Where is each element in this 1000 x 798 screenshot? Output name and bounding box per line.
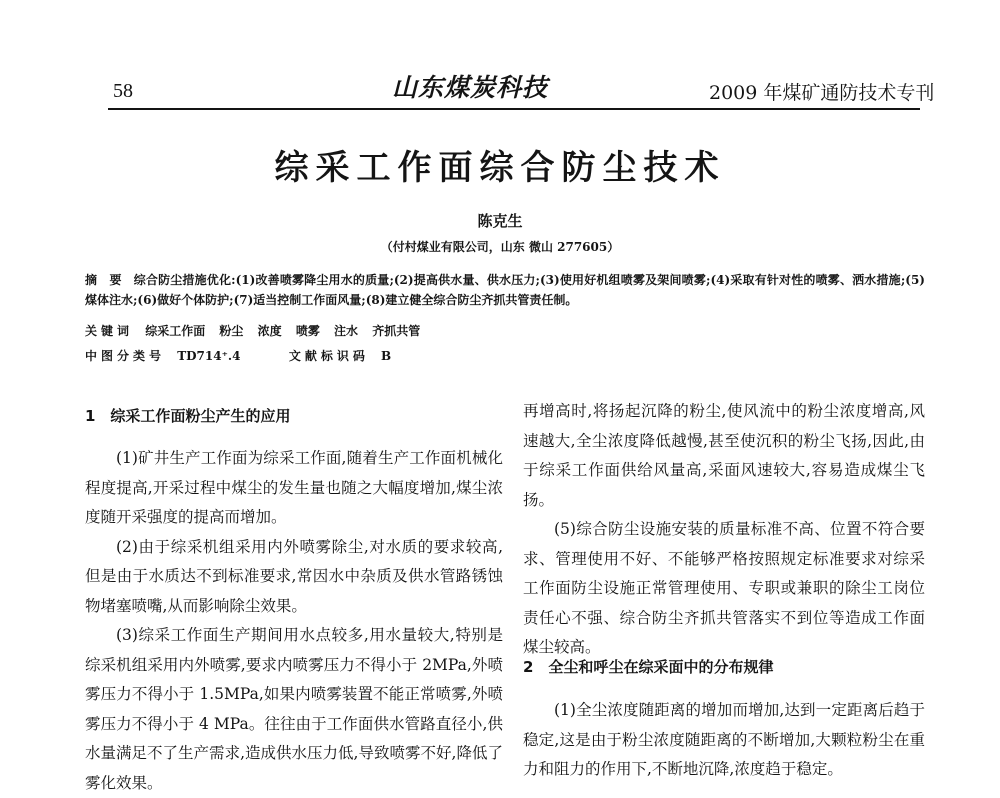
paragraph: (1)矿井生产工作面为综采工作面,随着生产工作面机械化程度提高,开采过程中煤尘的发生量也随之大幅度增加,煤尘浓度随开采强度的提高而增加。 [85,449,503,526]
author-name: 陈克生 [477,212,523,230]
keywords-label: 关键词 [85,324,134,338]
page-number: 58 [113,80,133,102]
section-1-heading: 1 综采工作面粉尘产生的应用 [85,407,291,425]
paragraph: 再增高时,将扬起沉降的粉尘,使风流中的粉尘浓度增高,风速越大,全尘浓度降低越慢,甚至使沉积的粉尘飞扬,因此,由于综采工作面供给风量高,采面风速较大,容易造成煤尘飞扬。 [523,402,925,509]
abstract [85,270,925,310]
abstract-text: 综合防尘措施优化:(1)改善喷雾降尘用水的质量;(2)提高供水量、供水压力;(3)使用好机组喷雾及架间喷雾;(4)采取有针对性的喷雾、洒水措施;(5)煤体注水;(6)做好个体防护;(7)适当控制工作面风量;(8)建立健全综合防尘齐抓共管责任制。 [85,273,925,307]
right-column-section-2 [523,696,925,785]
keywords [85,322,420,339]
classification-label: 中图分类号 [85,349,166,363]
paragraph: (3)综采工作面生产期间用水点较多,用水量较大,特别是综采机组采用内外喷雾,要求内喷雾压力不得小于 2MPa,外喷雾压力不得小于 1.5MPa,如果内喷雾装置不能正常喷雾,外喷雾压力不得小于 4 MPa。往往由于工作面供水管路直径小,供水量满足不了生产需求,造成供水压力低,导致喷雾不好,降低了雾化效果。 [85,626,503,792]
author-affiliation: （付村煤业有限公司，山东 微山 277605） [380,240,620,254]
section-2-heading: 2 全尘和呼尘在综采面中的分布规律 [523,658,774,676]
doc-code-label: 文献标识码 [288,349,369,363]
paragraph: (2)由于综采机组采用内外喷雾除尘,对水质的要求较高,但是由于水质达不到标准要求,常因水中杂质及供水管路锈蚀物堵塞喷嘴,从而影响除尘效果。 [85,537,503,615]
paragraph: (5)综合防尘设施安装的质量标准不高、位置不符合要求、管理使用不好、不能够严格按照规定标准要求对综采工作面防尘设施正常管理使用、专职或兼职的除尘工岗位责任心不强、综合防尘齐抓共管落实不到位等造成工作面煤尘较高。 [523,520,925,656]
doc-code: B [381,349,392,363]
keyword: 综采工作面 [145,324,206,338]
right-column [523,397,925,663]
header-divider [108,108,920,110]
keyword: 齐抓共管 [372,324,421,338]
keyword: 喷雾 [295,324,320,338]
issue-label: 2009 年煤矿通防技术专刊 [709,82,935,104]
paragraph: (1)全尘浓度随距离的增加而增加,达到一定距离后趋于稳定,这是由于粉尘浓度随距离的不断增加,大颗粒粉尘在重力和阻力的作用下,不断地沉降,浓度趋于稳定。 [523,701,925,778]
journal-masthead: 山东煤炭科技 [392,73,549,102]
classification-line [85,347,391,364]
keyword: 粉尘 [219,324,244,338]
article-title: 综采工作面综合防尘技术 [274,148,726,188]
abstract-label: 摘 要 [85,273,126,287]
classification-code: TD714⁺.4 [177,349,241,363]
keyword: 注水 [334,324,359,338]
keyword: 浓度 [257,324,282,338]
left-column [85,444,503,798]
